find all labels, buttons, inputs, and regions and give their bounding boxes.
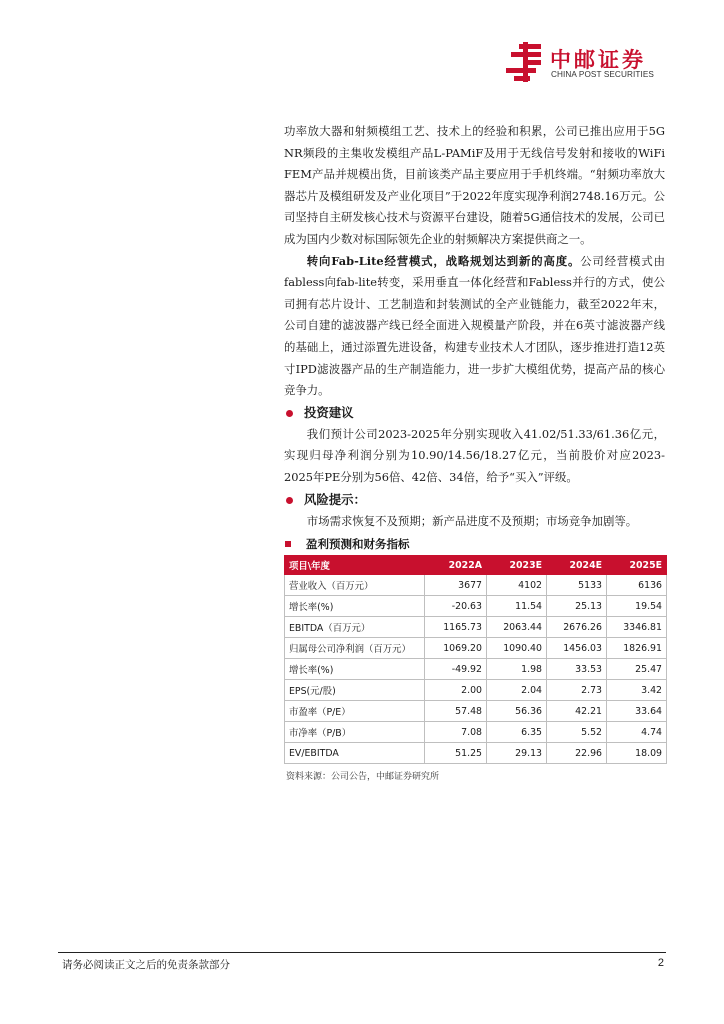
table-cell: 57.48	[425, 701, 487, 722]
brand-name-en: CHINA POST SECURITIES	[551, 70, 654, 79]
financial-forecast-table	[284, 555, 667, 764]
table-cell: 1165.73	[425, 617, 487, 638]
paragraph-fab-lite-body: 公司经营模式由fabless向fab-lite转变，采用垂直一体化经营和Fabless并行的方式，使公司拥有芯片设计、工艺制造和封装测试的全产业链能力，截至2022年末，公司自建的滤波器产线已经全面进入规模量产阶段，并在6英寸滤波器产线的基础上，通过添置先进设备，构建专业技术人才团队，逐步推进打造12英寸IPD滤波器产品的生产制造能力，进一步扩大模组优势，提高产品的核心竞争力。	[284, 253, 665, 398]
invest-advice-heading	[284, 402, 665, 424]
table-cell: 56.36	[487, 701, 547, 722]
table-cell: 22.96	[547, 743, 607, 764]
table-source: 资料来源：公司公告，中邮证券研究所	[286, 772, 440, 783]
table-cell: 5.52	[547, 722, 607, 743]
table-row	[285, 617, 667, 638]
table-header-row	[285, 556, 667, 575]
table-cell: 29.13	[487, 743, 547, 764]
table-cell: 2676.26	[547, 617, 607, 638]
table-row	[285, 638, 667, 659]
table-heading	[284, 533, 665, 555]
footer-divider	[58, 952, 666, 953]
table-cell: 3677	[425, 575, 487, 596]
company-logo	[506, 42, 666, 84]
paragraph-fab-lite-lead: 转向Fab-Lite经营模式，战略规划达到新的高度。	[306, 253, 581, 268]
table-cell: 3.42	[607, 680, 667, 701]
table-row	[285, 722, 667, 743]
row-label: 市盈率（P/E）	[285, 701, 425, 722]
risk-text: 市场需求恢复不及预期；新产品进度不及预期；市场竞争加剧等。	[306, 513, 638, 528]
table-cell: 25.13	[547, 596, 607, 617]
row-label: 市净率（P/B）	[285, 722, 425, 743]
table-cell: 1069.20	[425, 638, 487, 659]
table-cell: 33.53	[547, 659, 607, 680]
row-label: 增长率(%)	[285, 596, 425, 617]
table-cell: 4102	[487, 575, 547, 596]
row-label: 营业收入（百万元）	[285, 575, 425, 596]
row-label: EBITDA（百万元）	[285, 617, 425, 638]
header-2022a: 2022A	[425, 556, 487, 575]
table-cell: 11.54	[487, 596, 547, 617]
table-cell: 6.35	[487, 722, 547, 743]
table-cell: 1456.03	[547, 638, 607, 659]
table-cell: 5133	[547, 575, 607, 596]
risk-title: 风险提示：	[304, 491, 366, 507]
row-label: EV/EBITDA	[285, 743, 425, 764]
table-row	[285, 596, 667, 617]
header-2024e: 2024E	[547, 556, 607, 575]
table-row	[285, 701, 667, 722]
table-cell: 2.73	[547, 680, 607, 701]
table-cell: 19.54	[607, 596, 667, 617]
table-cell: -20.63	[425, 596, 487, 617]
table-cell: 7.08	[425, 722, 487, 743]
table-cell: 6136	[607, 575, 667, 596]
table-row	[285, 743, 667, 764]
bullet-icon	[286, 410, 293, 417]
header-2025e: 2025E	[607, 556, 667, 575]
invest-advice-title: 投资建议	[304, 404, 354, 420]
page-number: 2	[657, 957, 664, 969]
table-row	[285, 575, 667, 596]
table-cell: 51.25	[425, 743, 487, 764]
brand-name-cn: 中邮证券	[550, 48, 646, 72]
table-cell: 1.98	[487, 659, 547, 680]
bullet-icon	[286, 497, 293, 504]
table-cell: 42.21	[547, 701, 607, 722]
table-cell: 1826.91	[607, 638, 667, 659]
table-row	[285, 659, 667, 680]
row-label: 归属母公司净利润（百万元）	[285, 638, 425, 659]
square-bullet-icon	[285, 541, 291, 547]
table-cell: 2.00	[425, 680, 487, 701]
table-cell: 3346.81	[607, 617, 667, 638]
row-label: 增长率(%)	[285, 659, 425, 680]
table-cell: 25.47	[607, 659, 667, 680]
header-2023e: 2023E	[487, 556, 547, 575]
table-cell: 2063.44	[487, 617, 547, 638]
header-item: 项目\年度	[285, 556, 425, 575]
risk-heading	[284, 489, 665, 511]
table-cell: 1090.40	[487, 638, 547, 659]
table-cell: -49.92	[425, 659, 487, 680]
row-label: EPS(元/股)	[285, 680, 425, 701]
table-cell: 4.74	[607, 722, 667, 743]
table-row	[285, 680, 667, 701]
paragraph-fab-lite	[284, 251, 665, 402]
table-cell: 18.09	[607, 743, 667, 764]
footer-disclaimer: 请务必阅读正文之后的免责条款部分	[62, 959, 230, 971]
table-cell: 33.64	[607, 701, 667, 722]
table-cell: 2.04	[487, 680, 547, 701]
report-body	[284, 121, 665, 782]
invest-advice-text: 我们预计公司2023-2025年分别实现收入41.02/51.33/61.36亿元，实现归母净利润分别为10.90/14.56/18.27亿元，当前股价对应2023-2025年PE分别为56倍、42倍、34倍，给予“买入”评级。	[284, 426, 665, 484]
table-title: 盈利预测和财务指标	[306, 537, 410, 552]
paragraph-rf-modules: 功率放大器和射频模组工艺、技术上的经验和积累，公司已推出应用于5G NR频段的主集收发模组产品L-PAMiF及用于无线信号发射和接收的WiFi FEM产品并规模出货，目前该类产品主要应用于手机终端。“射频功率放大器芯片及模组研发及产业化项目”于2022年度实现净利润2748.16万元。公司坚持自主研发核心技术与资源平台建设，随着5G通信技术的发展，公司已成为国内少数对标国际领先企业的射频解决方案提供商之一。	[284, 124, 665, 246]
china-post-logo-icon	[506, 42, 546, 82]
